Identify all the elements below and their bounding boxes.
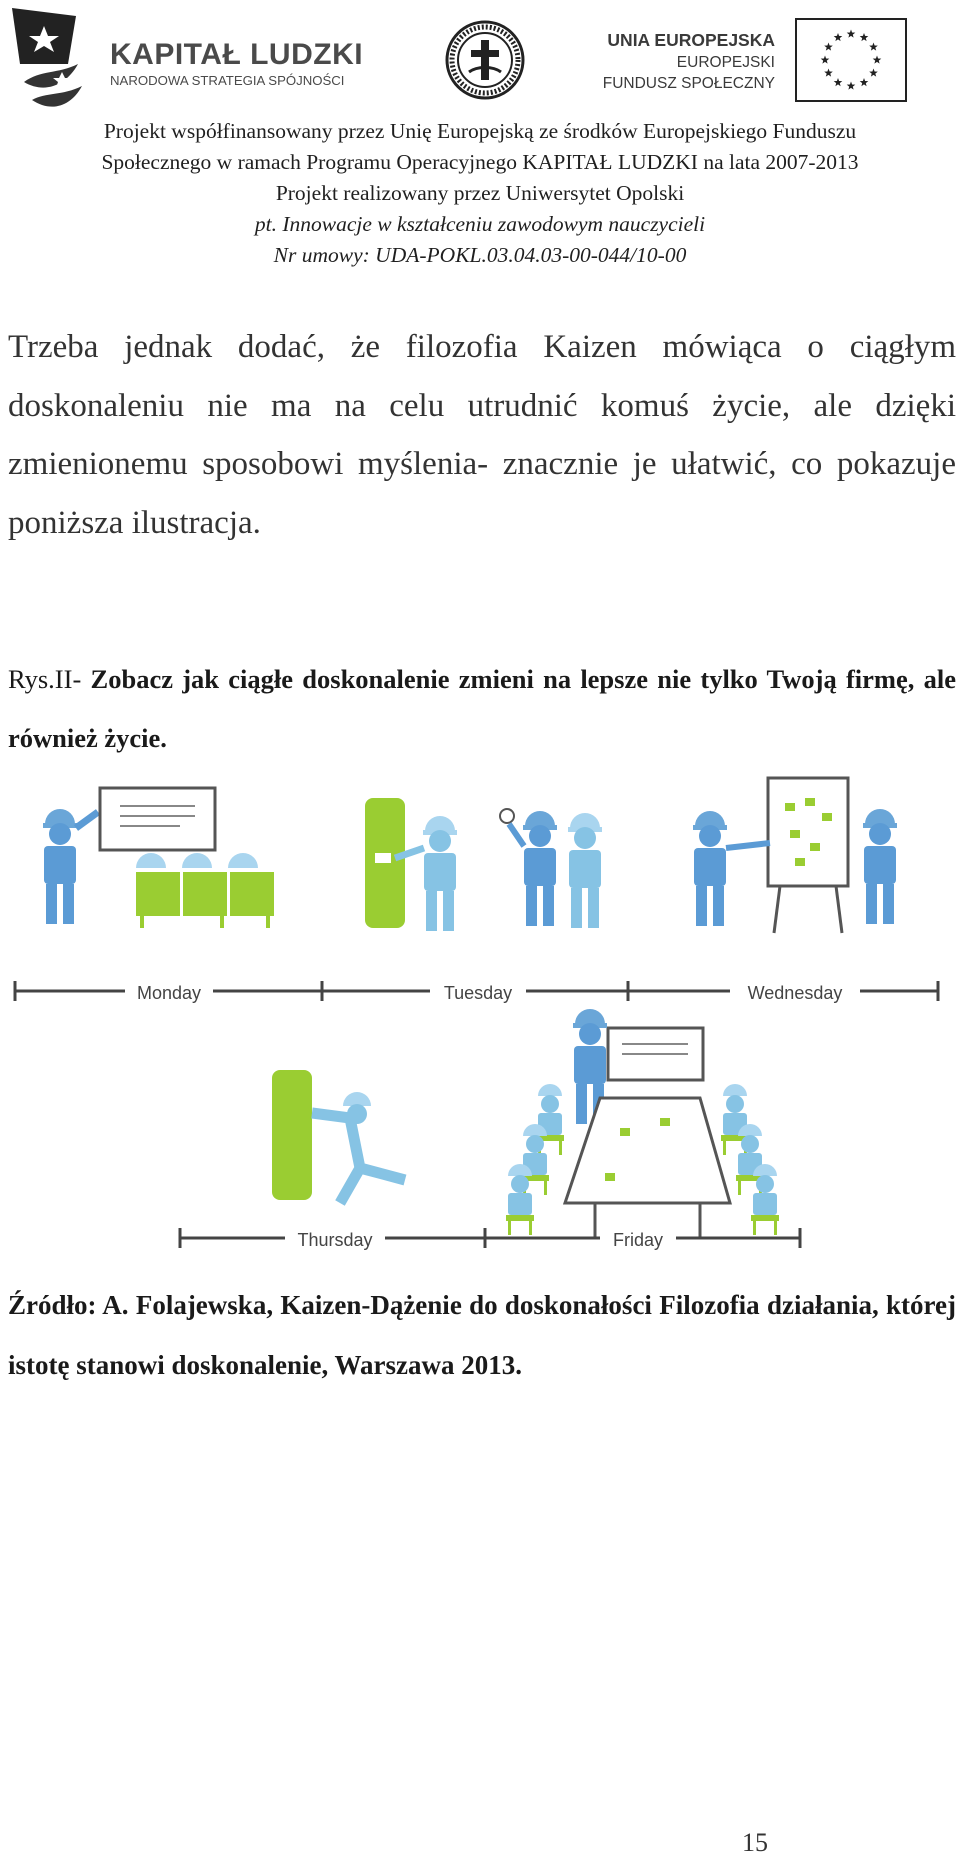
kapital-ludzki-title: KAPITAŁ LUDZKI: [110, 38, 364, 71]
wednesday-scene: [693, 778, 897, 933]
page-number: 15: [742, 1828, 768, 1857]
project-line-5: Nr umowy: UDA-POKL.03.04.03-00-044/10-00: [273, 243, 687, 267]
kapital-ludzki-subtitle: NARODOWA STRATEGIA SPÓJNOŚCI: [110, 73, 345, 88]
timeline-top: [15, 978, 938, 1004]
ue-line-1: UNIA EUROPEJSKA: [607, 30, 775, 50]
label-friday: Friday: [612, 1230, 664, 1250]
friday-scene: [506, 1009, 779, 1238]
body-paragraph: Trzeba jednak dodać, że filozofia Kaizen mówiąca o ciągłym doskonaleniu nie ma na celu utrudnić komuś życie, ale dzięki zmienionemu sposobowi myślenia- znacznie je ułatwić, co pokazuje poniższa ilustracja.: [8, 329, 956, 541]
figure-label: Rys.II-: [8, 664, 91, 694]
label-monday: Monday: [136, 983, 202, 1003]
timeline-bottom: [180, 1225, 800, 1251]
project-line-1: Projekt współfinansowany przez Unię Europejską ze środków Europejskiego Funduszu: [103, 119, 857, 143]
kapital-ludzki-logo: [10, 4, 90, 120]
eu-flag-icon: [795, 18, 907, 102]
label-wednesday: Wednesday: [747, 983, 843, 1003]
monday-scene: [43, 788, 274, 928]
university-seal-logo: [445, 20, 525, 100]
label-tuesday: Tuesday: [443, 983, 513, 1003]
eu-fund-wordmark: [600, 28, 775, 94]
figure-caption: [8, 650, 956, 768]
project-line-3: Projekt realizowany przez Uniwersytet Opolski: [275, 181, 685, 205]
kaizen-week-illustration: [10, 768, 945, 1258]
tuesday-scene: [365, 798, 602, 931]
project-line-2: Społecznego w ramach Programu Operacyjnego KAPITAŁ LUDZKI na lata 2007-2013: [101, 150, 859, 174]
project-header: [0, 116, 960, 271]
thursday-scene: [272, 1070, 405, 1203]
label-thursday: Thursday: [297, 1230, 373, 1250]
ue-line-2: EUROPEJSKI: [676, 54, 775, 71]
kapital-ludzki-wordmark: [110, 38, 364, 90]
figure-source: Źródło: A. Folajewska, Kaizen-Dążenie do doskonałości Filozofia działania, której istotę stanowi doskonalenie, Warszawa 2013.: [8, 1290, 956, 1380]
project-line-4: pt. Innowacje w kształceniu zawodowym nauczycieli: [254, 212, 706, 236]
figure-caption-text: Zobacz jak ciągłe doskonalenie zmieni na lepsze nie tylko Twoją firmę, ale również życie.: [8, 664, 957, 753]
ue-line-3: FUNDUSZ SPOŁECZNY: [602, 75, 775, 92]
